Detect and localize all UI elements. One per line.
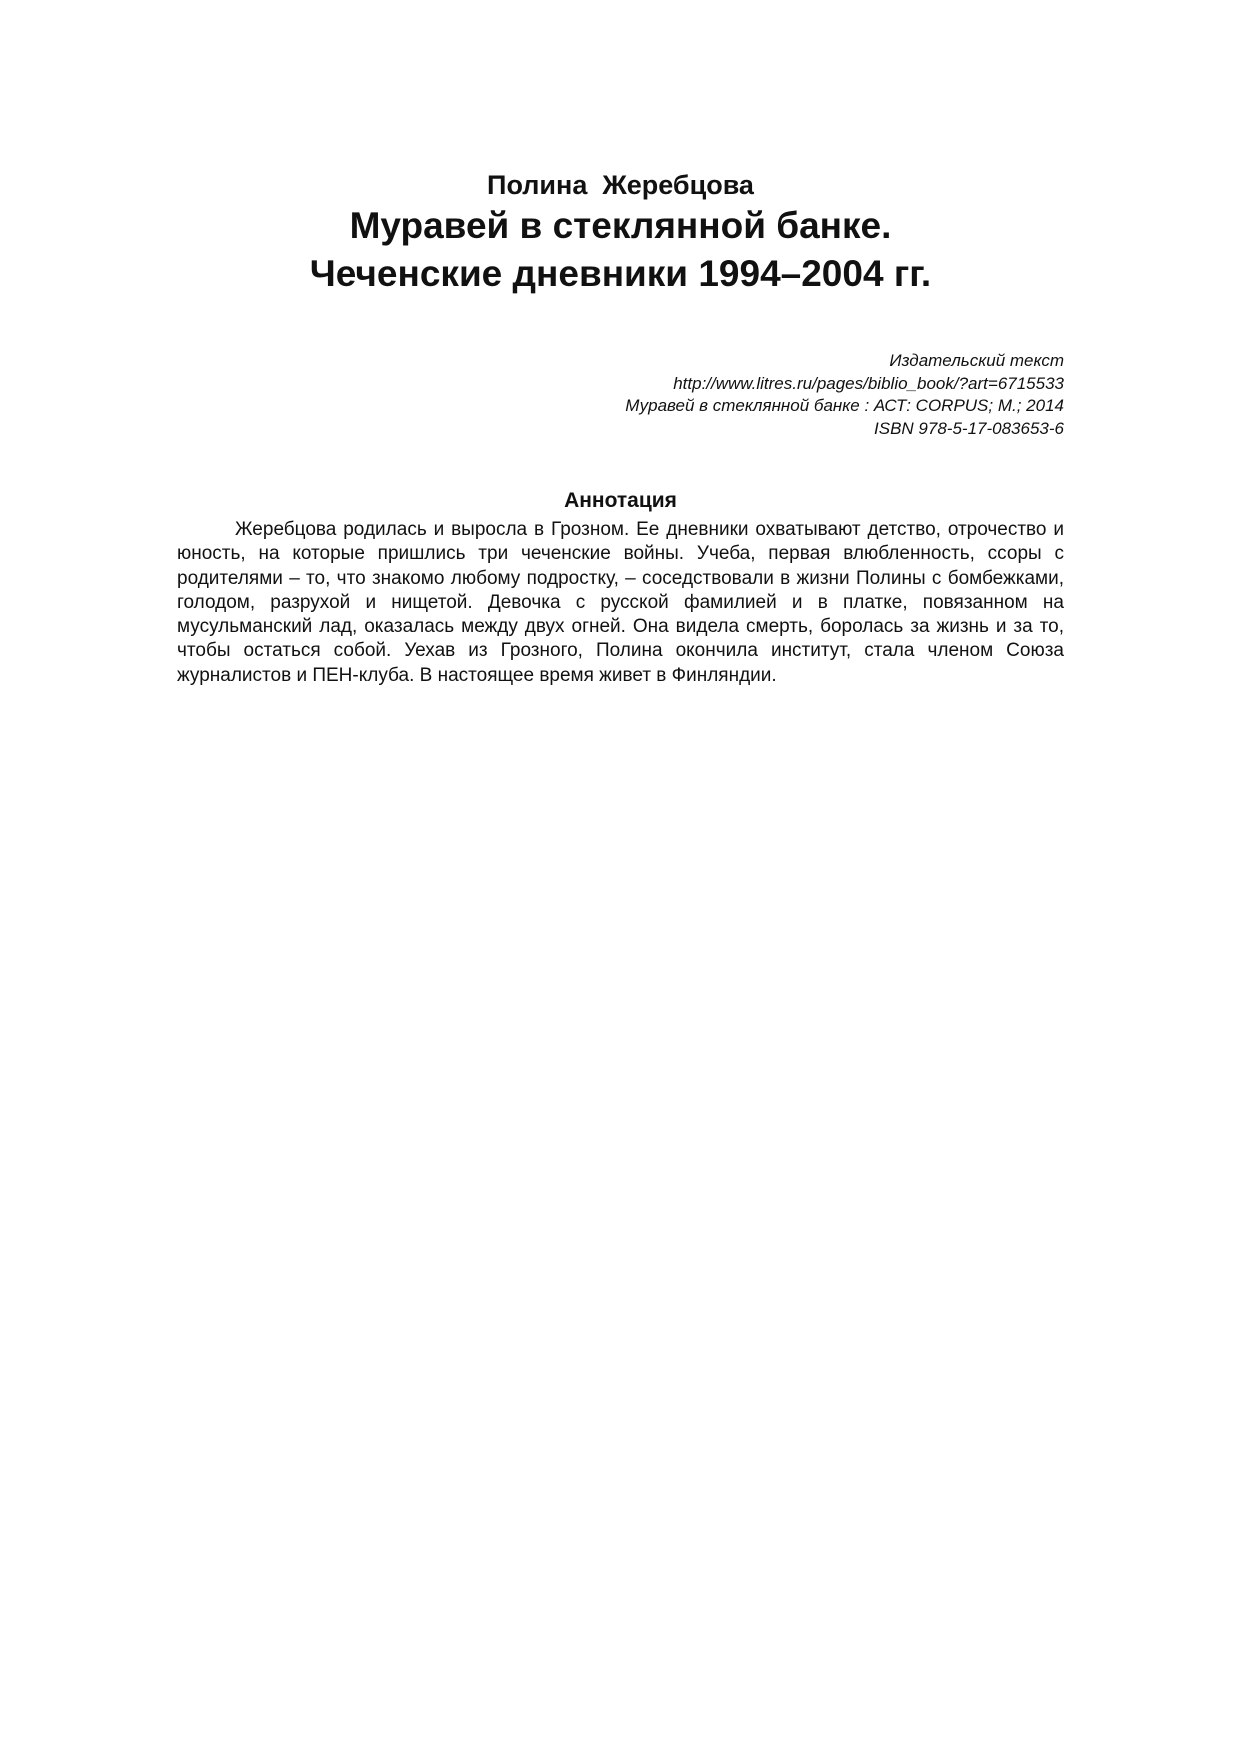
publisher-text-label: Издательский текст <box>889 351 1064 370</box>
isbn-line: ISBN 978-5-17-083653-6 <box>874 418 1064 438</box>
annotation-text: Жеребцова родилась и выросла в Грозном. Ее дневники охватывают детство, отрочество и юность, на которые пришлись три чеченские войны. Учеба, первая влюбленность, ссоры с родителями – то, что знакомо любому подростку, – соседствовали в жизни Полины с бомбежками, голодом, разрухой и нищетой. Девочка с русской фамилией и в платке, повязанном на мусульманский лад, оказалась между двух огней. Она видела смерть, боролась за жизнь и за то, чтобы остаться собой. Уехав из Грозного, Полина окончила институт, стала членом Союза журналистов и ПЕН-клуба. В настоящее время живет в Финляндии. <box>177 519 1064 686</box>
source-url: http://www.litres.ru/pages/biblio_book/?art=6715533 <box>673 373 1064 393</box>
publication-info <box>364 350 1064 440</box>
title-block <box>0 168 1241 298</box>
book-title-line-2: Чеченские дневники 1994–2004 гг. <box>309 253 932 294</box>
imprint-line: Муравей в стеклянной банке : АСТ: CORPUS; М.; 2014 <box>625 396 1064 415</box>
book-title-line-1: Муравей в стеклянной банке. <box>349 205 892 246</box>
author-name: Полина Жеребцова <box>487 170 754 200</box>
annotation-heading: Аннотация <box>564 489 677 512</box>
